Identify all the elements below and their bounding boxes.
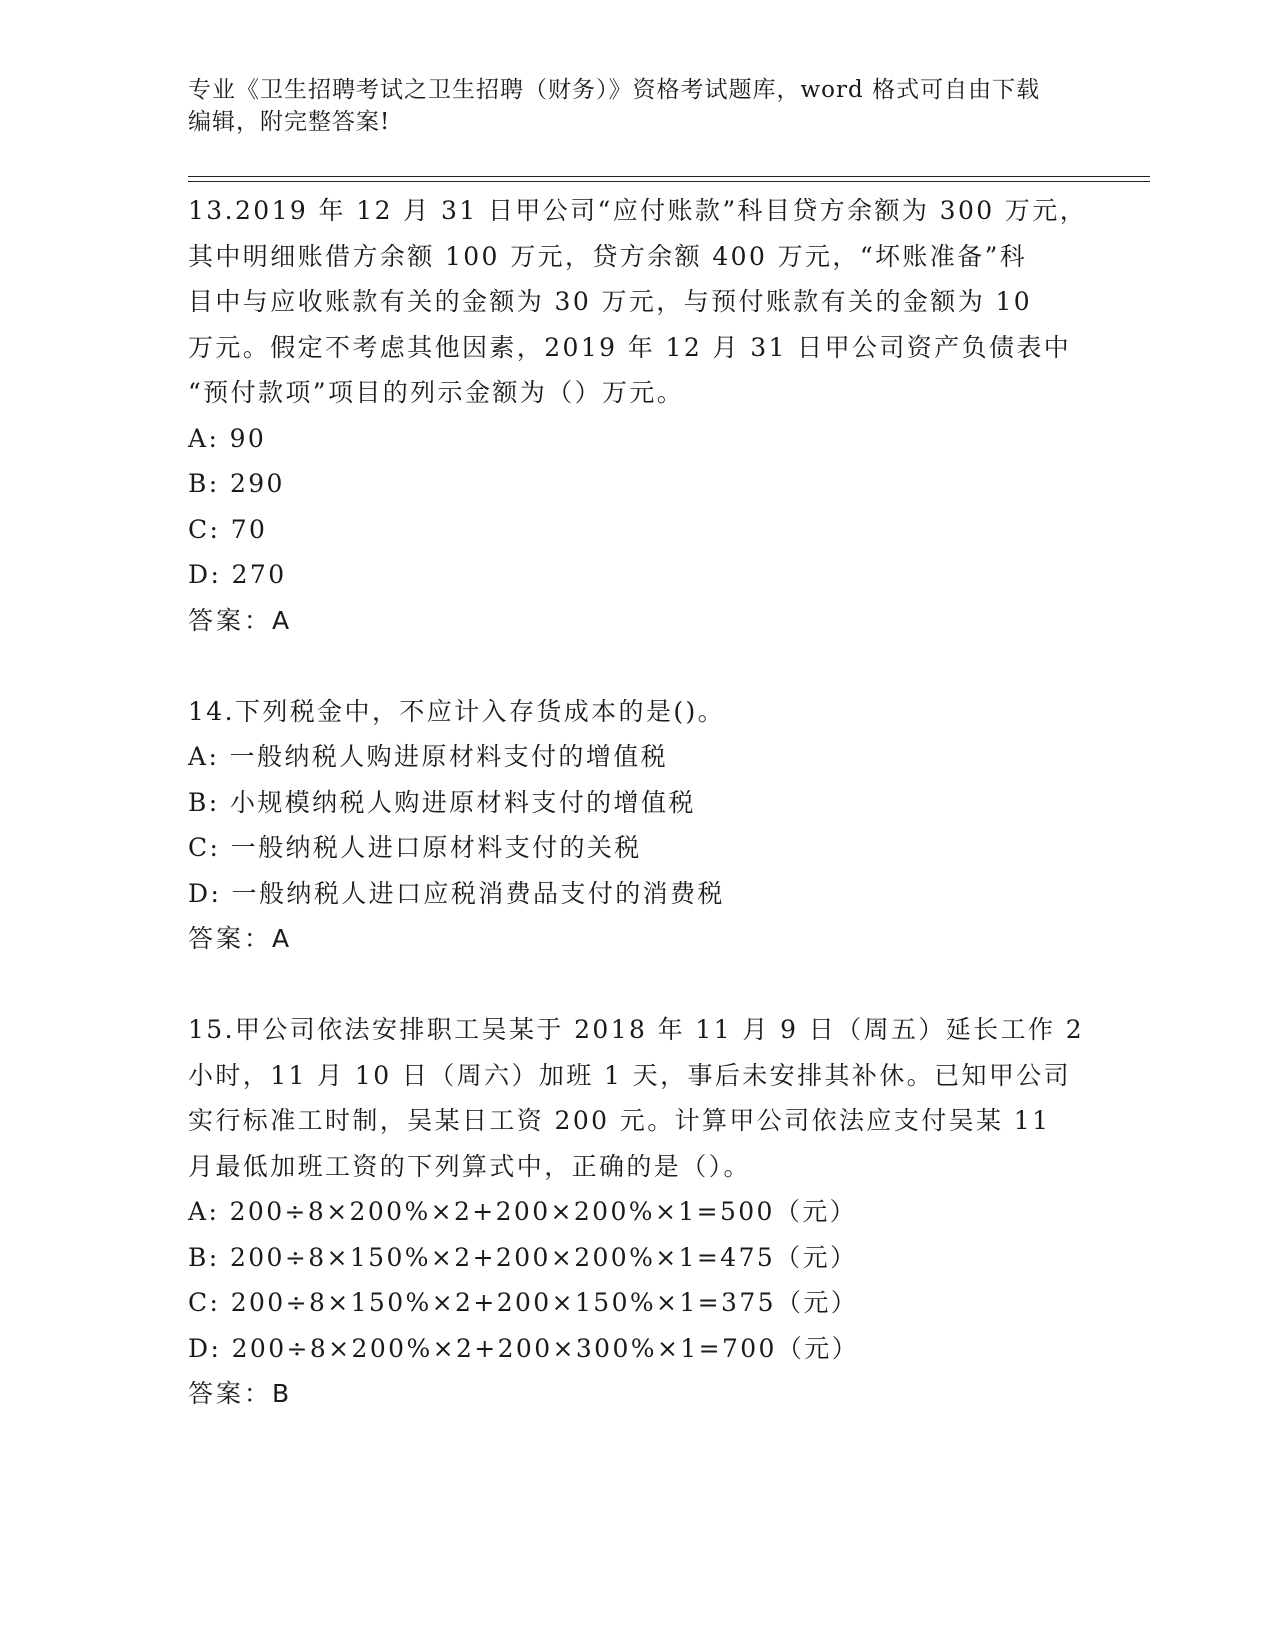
question-stem-line: 14.下列税金中，不应计入存货成本的是()。: [188, 696, 726, 726]
option-c: C: 70: [188, 514, 268, 544]
question-15: [188, 1007, 1088, 1417]
question-stem-line: 目中与应收账款有关的金额为 30 万元，与预付账款有关的金额为 10: [188, 287, 1033, 316]
question-stem-line: 月最低加班工资的下列算式中，正确的是（）。: [188, 1151, 751, 1181]
question-14: [188, 689, 1088, 962]
option-c: C: 200÷8×150%×2+200×150%×1=375（元）: [188, 1288, 859, 1317]
option-b: B: 小规模纳税人购进原材料支付的增值税: [188, 787, 696, 817]
option-d: D: 200÷8×200%×2+200×300%×1=700（元）: [188, 1333, 860, 1363]
option-a: A: 200÷8×200%×2+200×200%×1=500（元）: [188, 1197, 858, 1226]
question-stem-line: 15.甲公司依法安排职工吴某于 2018 年 11 月 9 日（周五）延长工作 2: [188, 1015, 1085, 1044]
question-stem-line: 万元。假定不考虑其他因素，2019 年 12 月 31 日甲公司资产负债表中: [188, 332, 1072, 362]
option-a: A: 90: [188, 423, 267, 453]
question-13: [188, 188, 1088, 643]
question-stem-line: 其中明细账借方余额 100 万元，贷方余额 400 万元，“坏账准备”科: [188, 241, 1028, 271]
question-list: [188, 188, 1088, 1417]
question-stem-line: 13.2019 年 12 月 31 日甲公司“应付账款”科目贷方余额为 300 万元，: [188, 196, 1088, 225]
option-d: D: 一般纳税人进口应税消费品支付的消费税: [188, 878, 725, 908]
spacer: [188, 962, 1088, 1008]
spacer: [188, 643, 1088, 689]
question-stem-line: “预付款项”项目的列示金额为（）万元。: [188, 378, 685, 407]
option-b: B: 200÷8×150%×2+200×200%×1=475（元）: [188, 1242, 858, 1272]
question-stem-line: 实行标准工时制，吴某日工资 200 元。计算甲公司依法应支付吴某 11: [188, 1106, 1051, 1135]
header-line-2: 编辑，附完整答案!: [188, 109, 391, 135]
option-c: C: 一般纳税人进口原材料支付的关税: [188, 833, 642, 862]
answer-label: 答案：A: [188, 924, 293, 953]
question-stem-line: 小时，11 月 10 日（周六）加班 1 天，事后未安排其补休。已知甲公司: [188, 1060, 1072, 1090]
answer-label: 答案：A: [188, 605, 293, 635]
answer-label: 答案：B: [188, 1379, 293, 1408]
header-divider-thick: [188, 176, 1150, 177]
header-divider-thin: [188, 181, 1150, 182]
option-d: D: 270: [188, 560, 287, 589]
document-header: [188, 74, 1088, 138]
option-b: B: 290: [188, 469, 285, 498]
header-line-1: 专业《卫生招聘考试之卫生招聘（财务）》资格考试题库，word 格式可自由下载: [188, 77, 1041, 103]
option-a: A: 一般纳税人购进原材料支付的增值税: [188, 742, 669, 771]
